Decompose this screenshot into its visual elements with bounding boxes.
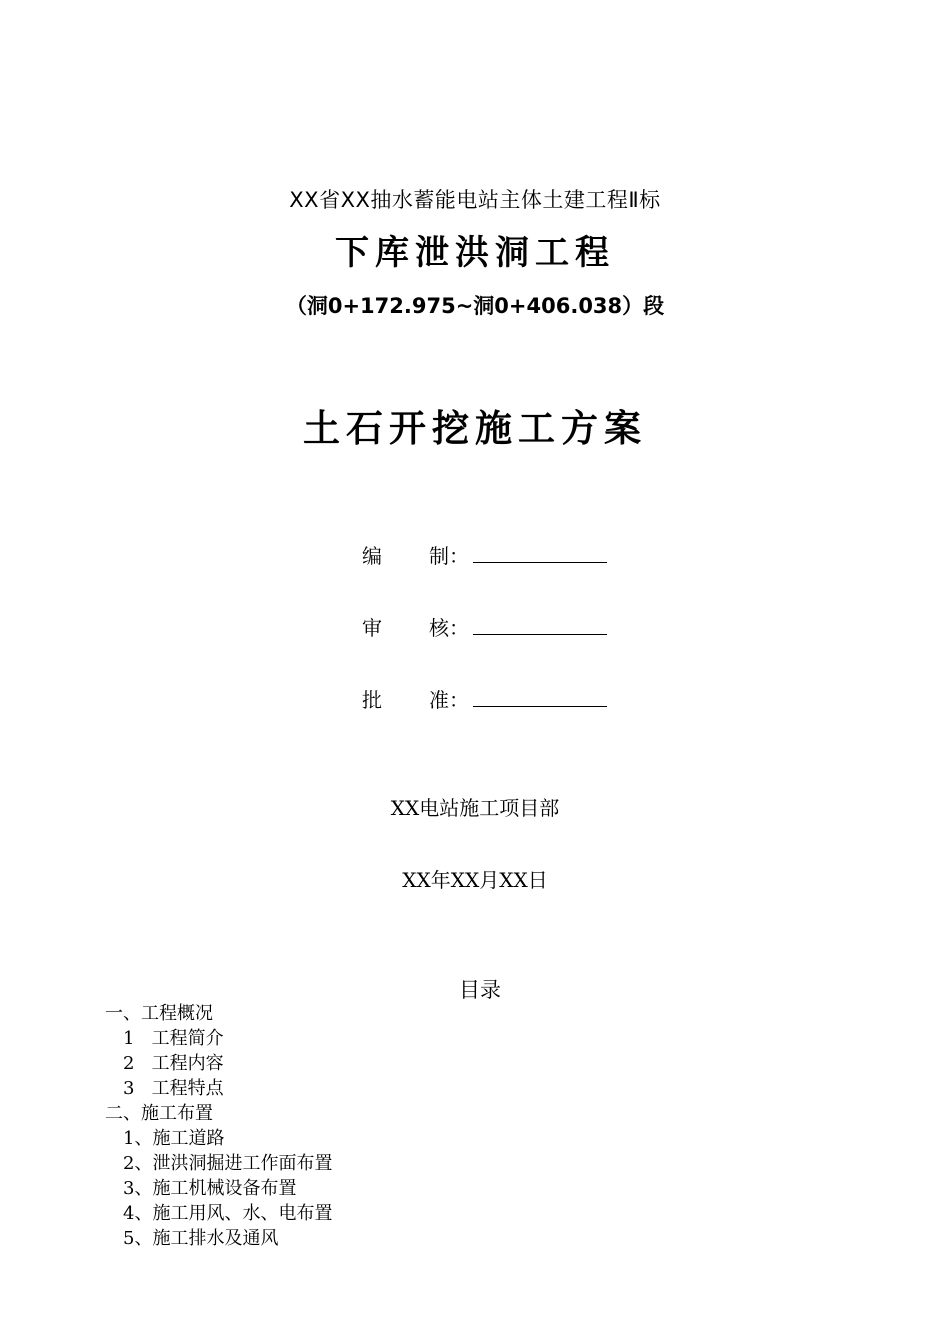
toc-list — [105, 1001, 332, 1251]
toc-item: 一、工程概况 — [105, 1003, 213, 1024]
document-date: XX年XX月XX日 — [402, 868, 548, 892]
organization: XX电站施工项目部 — [390, 796, 560, 820]
toc-item: 二、施工布置 — [105, 1103, 213, 1124]
toc-item: 3 工程特点 — [123, 1078, 224, 1099]
toc-item: 1、施工道路 — [123, 1128, 225, 1149]
signoff-label-char1: 审 — [362, 616, 382, 640]
toc-item: 2 工程内容 — [123, 1053, 224, 1074]
main-title: 下库泄洪洞工程 — [335, 233, 615, 273]
signoff-label-char1: 批 — [362, 688, 382, 712]
signoff-label-char2: 制： — [429, 544, 469, 568]
toc-item: 2、泄洪洞掘进工作面布置 — [123, 1153, 333, 1174]
section-range: （洞0+172.975~洞0+406.038）段 — [285, 294, 665, 318]
toc-item: 3、施工机械设备布置 — [123, 1178, 297, 1199]
toc-item: 1 工程简介 — [123, 1028, 224, 1049]
project-name: XX省XX抽水蓄能电站主体土建工程Ⅱ标 — [289, 188, 661, 212]
signoff-label-char1: 编 — [362, 544, 382, 568]
toc-title: 目录 — [459, 978, 501, 1002]
toc-item: 4、施工用风、水、电布置 — [123, 1203, 333, 1224]
signature-blank — [473, 562, 607, 563]
signature-blank — [473, 706, 607, 707]
signoff-label-char2: 核： — [429, 616, 469, 640]
toc-item: 5、施工排水及通风 — [123, 1228, 279, 1249]
signoff-label-char2: 准： — [429, 688, 469, 712]
signature-blank — [473, 634, 607, 635]
document-title: 土石开挖施工方案 — [303, 407, 647, 450]
